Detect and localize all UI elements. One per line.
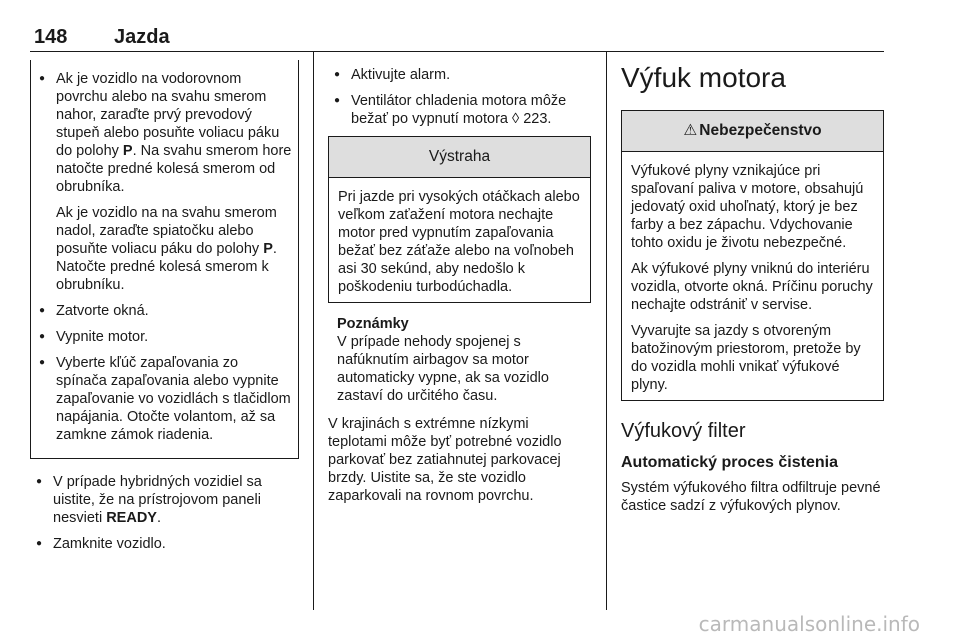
column-divider-1 <box>313 52 314 610</box>
warning-text: Pri jazde pri vysokých otáčkach alebo veľkom zaťažení motora nechajte motor pred vypnutím zapaľovania bežať bez záťaže alebo na voľnobeh asi 30 sekúnd, aby nedošlo k poškodeniu turbodúchadla. <box>338 189 580 295</box>
paragraph: V krajinách s extrémne nízkymi teplotami môže byť potrebné vozidlo parkovať bez zatiahnutej parkovacej brzdy. Uistite sa, že ste vozidlo zaparkovali na rovnom povrchu. <box>328 416 562 504</box>
danger-paragraph: Výfukové plyny vznikajúce pri spaľovaní paliva v motore, obsahujú jedovatý oxid uhoľnatý, ktorý je bez farby a bez zápachu. Vdychovanie tohto oxidu je životu nebezpečné. <box>631 163 864 251</box>
danger-box <box>621 110 884 401</box>
list-item: ● Aktivujte alarm. <box>328 66 591 84</box>
watermark: carmanualsonline.info <box>698 612 920 636</box>
list-item: ● Zamknite vozidlo. <box>30 535 295 553</box>
warning-triangle-icon: ⚠ <box>683 122 698 139</box>
list-item: ● Vypnite motor. <box>33 328 292 346</box>
page-number: 148 <box>34 26 68 48</box>
note-label: Poznámky <box>337 316 409 332</box>
section-heading: Výfuk motora <box>621 62 786 93</box>
danger-header <box>622 111 883 152</box>
danger-title: Nebezpečenstvo <box>699 122 822 139</box>
danger-paragraph: Ak výfukové plyny vniknú do interiéru vozidla, otvorte okná. Príčinu poruchy nechajte odstrániť v servise. <box>631 261 873 313</box>
warning-box <box>328 136 591 303</box>
paragraph: Systém výfukového filtra odfiltruje pevné častice sadzí z výfukových plynov. <box>621 480 881 514</box>
column-divider-2 <box>606 52 607 610</box>
header-rule <box>30 51 884 52</box>
list-item: ● V prípade hybridných vozidiel sa uistite, že na prístrojovom paneli nesvieti READY. <box>30 473 295 527</box>
column-1 <box>30 60 299 561</box>
list-item: ● Zatvorte okná. <box>33 302 292 320</box>
parking-steps-box <box>30 60 299 459</box>
list-item: ● Ventilátor chladenia motora môže bežať po vypnutí motora ◊ 223. <box>328 92 591 128</box>
subsubsection-heading: Automatický proces čistenia <box>621 454 838 471</box>
section-title: Jazda <box>114 26 170 48</box>
column-3 <box>621 62 884 523</box>
list-item: ● Vyberte kľúč zapaľovania zo spínača zapaľovania alebo vypnite zapaľovanie vo vozidlách s tlačidlom napájania. Otočte volantom, až sa zamkne zámok riadenia. <box>33 354 292 444</box>
note <box>328 315 591 405</box>
list-item: ● Ak je vozidlo na vodorovnom povrchu alebo na svahu smerom nahor, zaraďte prvý prevodový stupeň alebo posuňte voliacu páku do polohy P. Na svahu smerom hore natočte predné kolesá smerom od obrubníka. Ak je vozidlo na na svahu smerom nadol, zaraďte spiatočku alebo posuňte voliacu páku do polohy P. Natočte predné kolesá smerom k obrubníku. <box>33 70 292 294</box>
subsection-heading: Výfukový filter <box>621 420 746 442</box>
warning-title: Výstraha <box>329 137 590 178</box>
danger-paragraph: Vyvarujte sa jazdy s otvoreným batožinovým priestorom, pretože by do vozidla mohli vnikať výfukové plyny. <box>631 323 861 393</box>
note-text: V prípade nehody spojenej s nafúknutím airbagov sa motor automaticky vypne, ak sa vozidlo zastaví do určitého času. <box>337 334 549 404</box>
column-2 <box>328 66 591 513</box>
